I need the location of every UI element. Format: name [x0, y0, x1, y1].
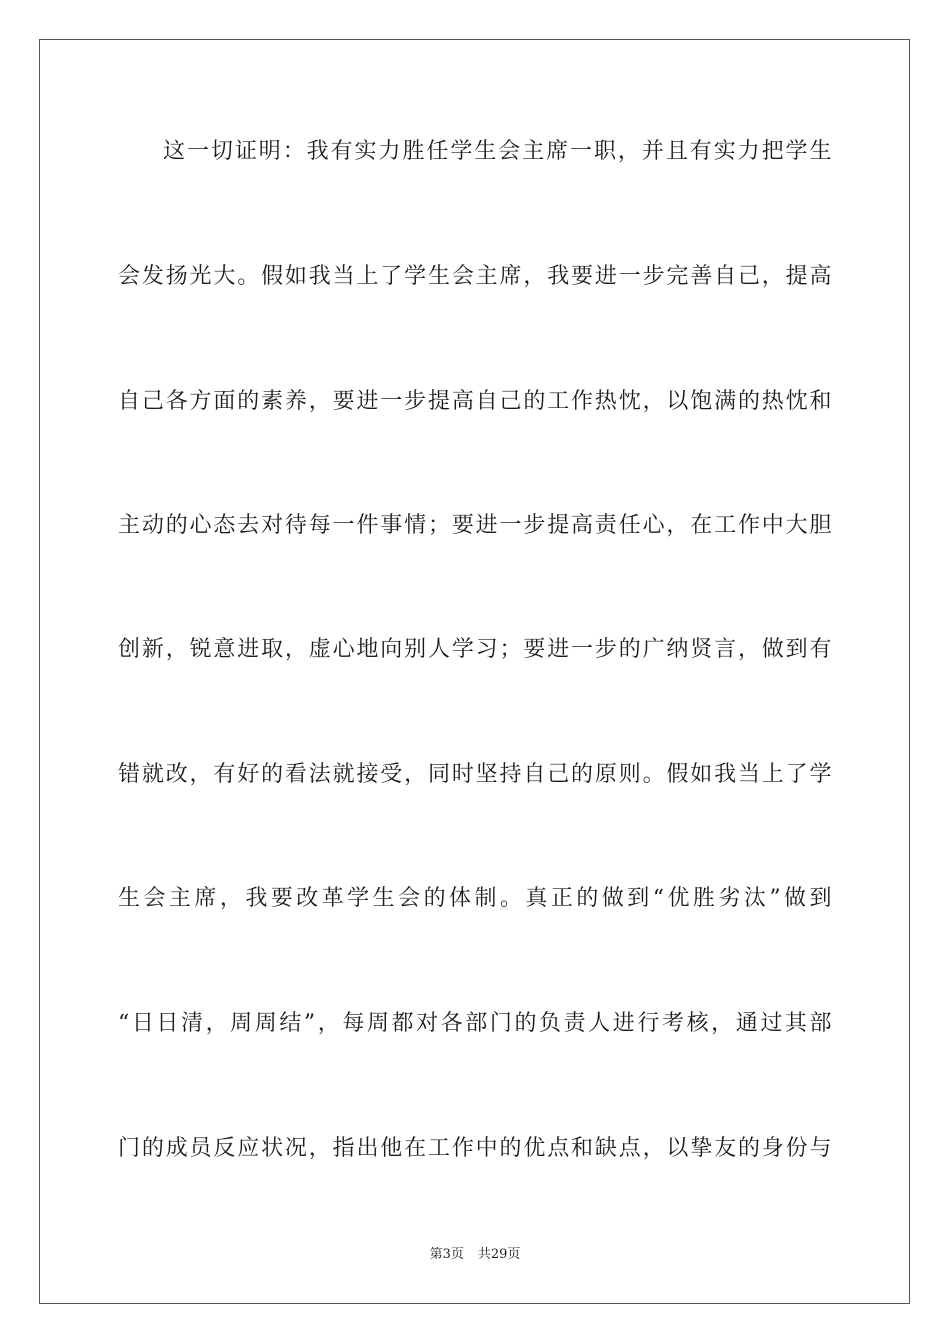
page-border	[39, 39, 910, 1304]
page-total: 共29页	[477, 1247, 521, 1262]
paragraph-line: 自己各方面的素养，要进一步提高自己的工作热忱，以饱满的热忱和	[118, 389, 832, 414]
paragraph-line: 门的成员反应状况，指出他在工作中的优点和缺点，以挚友的身份与	[118, 1136, 832, 1161]
paragraph-line: 这一切证明：我有实力胜任学生会主席一职，并且有实力把学生	[163, 139, 832, 164]
paragraph-line: 错就改，有好的看法就接受，同时坚持自己的原则。假如我当上了学	[118, 762, 832, 787]
page-number: 第3页	[429, 1247, 464, 1262]
paragraph-line: “日日清，周周结”，每周都对各部门的负责人进行考核，通过其部	[118, 1011, 832, 1036]
page-footer	[0, 1246, 950, 1264]
paragraph-line: 创新，锐意进取，虚心地向别人学习；要进一步的广纳贤言，做到有	[118, 637, 832, 662]
paragraph-line: 主动的心态去对待每一件事情；要进一步提高责任心，在工作中大胆	[118, 513, 832, 538]
paragraph-line: 会发扬光大。假如我当上了学生会主席，我要进一步完善自己，提高	[118, 264, 832, 289]
paragraph-line: 生会主席，我要改革学生会的体制。真正的做到“优胜劣汰”做到	[118, 886, 832, 911]
